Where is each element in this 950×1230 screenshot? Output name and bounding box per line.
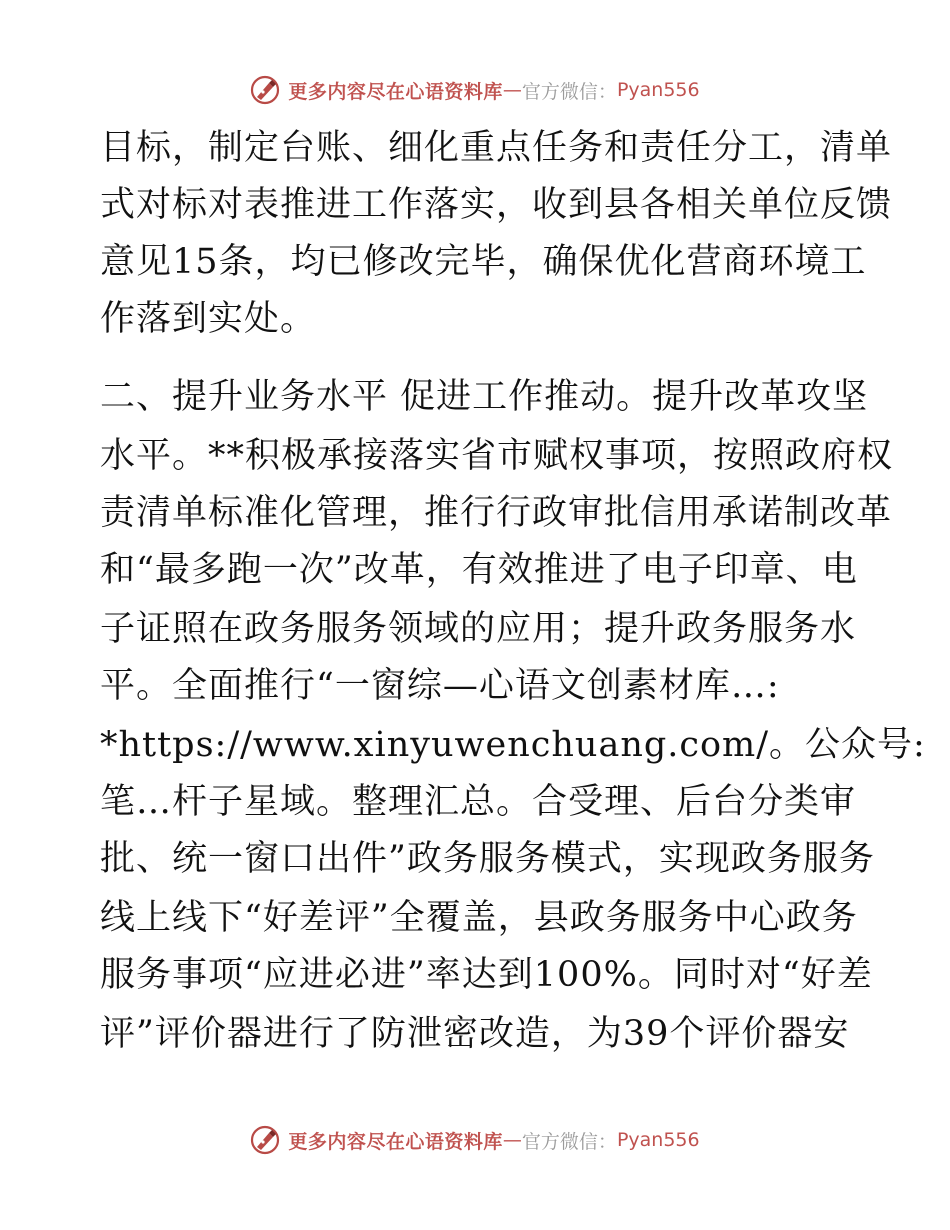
banner-separator: —	[502, 79, 522, 101]
body-line: *https://www.xinyuwenchuang.com/。公众号:	[100, 725, 926, 765]
banner-wechat-label: 官方微信：	[521, 1130, 617, 1153]
body-line: 线上线下“好差评”全覆盖，县政务服务中心政务	[100, 898, 858, 938]
body-line: 评”评价器进行了防泄密改造，为39个评价器安	[100, 1014, 850, 1054]
banner-wechat-id: Pyan556	[616, 79, 700, 101]
body-line: 目标，制定台账、细化重点任务和责任分工，清单	[100, 128, 893, 168]
body-line: 平。全面推行“一窗综—心语文创素材库…:	[100, 666, 780, 706]
header-banner	[0, 70, 950, 110]
body-line: 责清单标准化管理，推行行政审批信用承诺制改革	[100, 493, 893, 533]
body-line: 服务事项“应进必进”率达到100%。同时对“好差	[100, 955, 873, 995]
body-line: 作落到实处。	[100, 299, 317, 339]
banner-wechat-id: Pyan556	[616, 1129, 700, 1151]
banner-separator: —	[502, 1129, 522, 1151]
banner-wechat-label: 官方微信：	[521, 80, 617, 103]
body-line: 批、统一窗口出件”政务服务模式，实现政务服务	[100, 839, 875, 879]
pen-nib-logo-icon	[250, 1125, 280, 1155]
body-line: 笔…杆子星域。整理汇总。合受理、后台分类审	[100, 782, 857, 822]
body-line: 子证照在政务服务领域的应用；提升政务服务水	[100, 609, 857, 649]
body-line: 式对标对表推进工作落实，收到县各相关单位反馈	[100, 185, 893, 225]
body-line: 和“最多跑一次”改革，有效推进了电子印章、电	[100, 550, 858, 590]
body-line: 意见15条，均已修改完毕，确保优化营商环境工	[100, 242, 867, 282]
banner-main-text: 更多内容尽在心语资料库	[288, 80, 503, 103]
pen-nib-logo-icon	[250, 75, 280, 105]
footer-banner	[0, 1120, 950, 1160]
banner-main-text: 更多内容尽在心语资料库	[288, 1130, 503, 1153]
body-line: 二、提升业务水平 促进工作推动。提升改革攻坚	[100, 377, 869, 417]
body-line: 水平。**积极承接落实省市赋权事项，按照政府权	[100, 436, 894, 476]
